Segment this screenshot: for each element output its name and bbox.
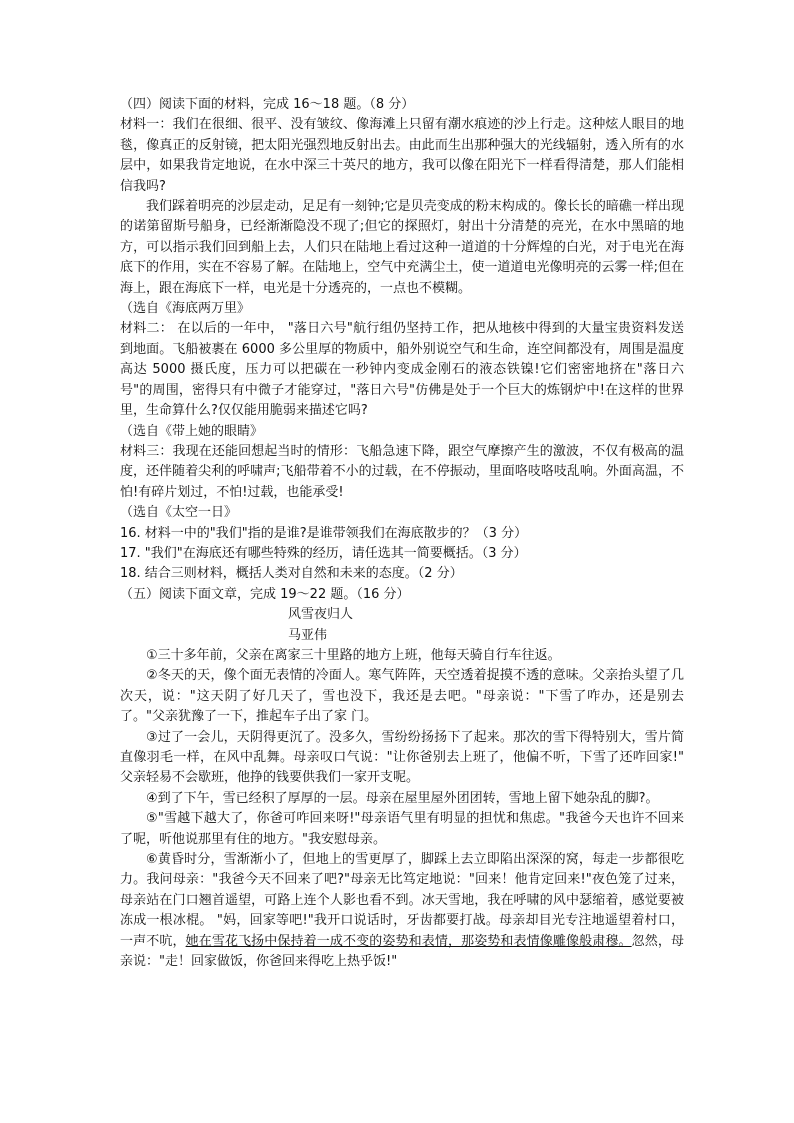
paragraph-6-text-a: ⑥黄昏时分，雪渐渐小了，但地上的雪更厚了，脚踩上去立即陷出深深的窝，每走一步都很吃力。我问母亲："我爸今天不回来了吧?"母亲无比笃定地说："回来！他肯定回来!"夜色笼了过来，母亲站在门口翘首遥望，可路上连个人影也看不到。冰天雪地，我在呼啸的风中瑟缩着，感觉要被冻成一根冰棍。 "妈，回家等吧!"我开口说话时，牙齿都要打战。母亲却目光专注地遥望着村口，一声不吭， — [120, 852, 684, 949]
material1-paragraph1: 材料一：我们在很细、很平、没有皱纹、像海滩上只留有潮水痕迹的沙上行走。这种炫人眼目的地毯，像真正的反射镜，把太阳光强烈地反射出去。由此而生出那种强大的光线辐射，透入所有的水层中，如果我肯定地说，在水中深三十英尺的地方，我可以像在阳光下一样看得清楚，那人们能相信我吗? — [120, 117, 684, 194]
material1-paragraph2: 我们踩着明亮的沙层走动，足足有一刻钟;它是贝壳变成的粉末构成的。像长长的暗礁一样出现的诺第留斯号船身，已经渐渐隐没不现了;但它的探照灯，射出十分清楚的亮光，在水中黑暗的地方，可以指示我们回到船上去，人们只在陆地上看过这种一道道的十分辉煌的白光，对于电光在海底下的作用，实在不容易了解。在陆地上，空气中充满尘土，使一道道电光像明亮的云雾一样;但在海上，跟在海底下一样，电光是十分透亮的，一点也不模糊。 — [120, 199, 684, 296]
article-paragraph-3: ③过了一会儿，天阴得更沉了。没多久，雪纷纷扬扬下了起来。那次的雪下得特别大，雪片简直像羽毛一样，在风中乱舞。母亲叹口气说："让你爸别去上班了，他偏不听，下雪了还咋回家!" 父亲轻易不会歇班，他挣的钱要供我们一家开支呢。 — [120, 729, 684, 786]
material3-paragraph: 材料三：我现在还能回想起当时的情形：飞船急速下降，跟空气摩擦产生的激波，不仅有极高的温度，还伴随着尖利的呼啸声;飞船带着不小的过载，在不停振动，里面咯吱咯吱乱响。外面高温，不怕!有碎片划过，不怕!过载，也能承受! — [120, 443, 684, 500]
paragraph-6-text-b: 忽然，母亲说："走！回家做饭，你爸回来得吃上热乎饭!" — [120, 933, 684, 970]
material3-source: （选自《太空一日》 — [120, 505, 238, 521]
question-18: 18. 结合三则材料，概括人类对自然和未来的态度。（2 分） — [120, 566, 463, 582]
article-paragraph-1: ①三十多年前，父亲在离家三十里路的地方上班，他每天骑自行车往返。 — [146, 647, 561, 663]
material2-source: （选自《带上她的眼睛》 — [120, 423, 264, 439]
part4-header: （四）阅读下面的材料，完成 16～18 题。（8 分） — [120, 97, 415, 112]
material2-paragraph: 材料二： 在以后的一年中， "落日六号"航行组仍坚持工作，把从地核中得到的大量宝贵资料发送到地面。飞船被裹在 6000 多公里厚的物质中，船外别说空气和生命，连空间都没有，周围是温度高达 5000 摄氏度，压力可以把碳在一秒钟内变成金刚石的液态铁镍!它们密密地挤在"落日六号"的周围，密得只有中微子才能穿过，"落日六号"仿佛是处于一个巨大的炼钢炉中!在这样的世界里，生命算什么?仅仅能用脆弱来描述它吗? — [120, 321, 684, 419]
question-16: 16. 材料一中的"我们"指的是谁?是谁带领我们在海底散步的？（3 分） — [120, 525, 528, 541]
article-paragraph-4: ④到了下午，雪已经积了厚厚的一层。母亲在屋里屋外团团转，雪地上留下她杂乱的脚?。 — [146, 790, 659, 806]
article-paragraph-5: ⑤"雪越下越大了，你爸可咋回来呀!"母亲语气里有明显的担忧和焦虑。"我爸今天也许不回来了呢，听他说那里有住的地方。"我安慰母亲。 — [120, 811, 684, 847]
article-paragraph-2: ②冬天的天，像个面无表情的冷面人。寒气阵阵，天空透着捉摸不透的意味。父亲抬头望了几次天，说："这天阴了好几天了，雪也没下，我还是去吧。"母亲说："下雪了咋办，还是别去了。"父亲犹豫了一下，推起车子出了家 门。 — [120, 668, 684, 725]
article-author: 马亚伟 — [288, 627, 328, 643]
material1-source: （选自《海底两万里》 — [120, 301, 251, 317]
part5-header: （五）阅读下面文章，完成 19～22 题。（16 分） — [120, 586, 410, 602]
article-title: 风雪夜归人 — [288, 607, 354, 623]
article-paragraph-6 — [120, 850, 684, 972]
question-17: 17. "我们"在海底还有哪些特殊的经历，请任选其一简要概括。（3 分） — [120, 545, 527, 561]
paragraph-6-underlined-sentence: 她在雪花飞扬中保持着一成不变的姿势和表情，那姿势和表情像雕像般肃穆。 — [185, 933, 632, 949]
